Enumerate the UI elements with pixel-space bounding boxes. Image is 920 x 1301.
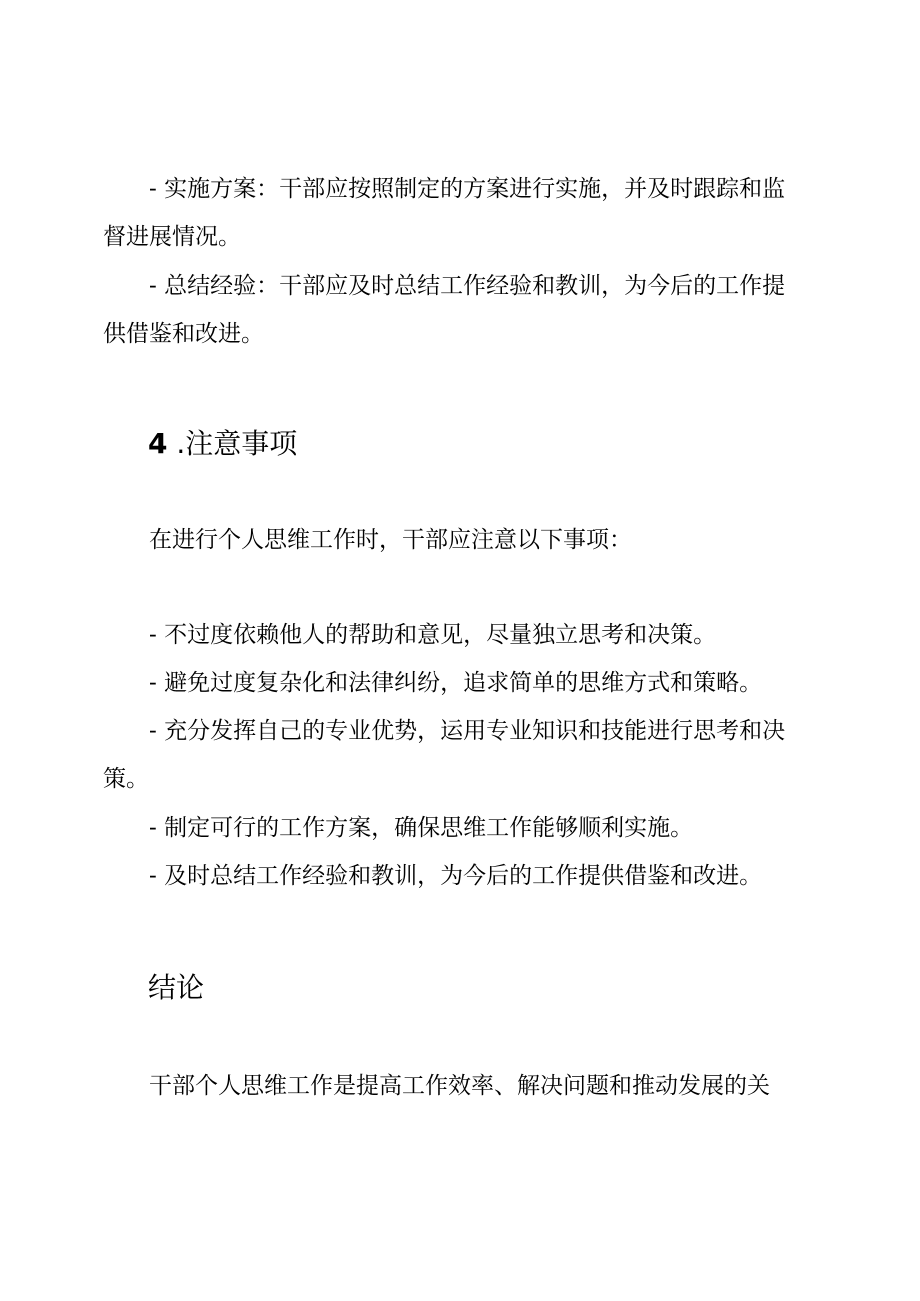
section-title: .注意事项 [176, 427, 298, 460]
list-item-feasible-plan: - 制定可行的工作方案，确保思维工作能够顺利实施。 [149, 815, 694, 841]
section-intro: 在进行个人思维工作时，干部应注意以下事项： [149, 527, 632, 553]
list-item-summarize-experience: - 总结经验：干部应及时总结工作经验和教训，为今后的工作提供借鉴和改进。 [103, 273, 786, 347]
list-item-implement-plan: - 实施方案：干部应按照制定的方案进行实施，并及时跟踪和监督进展情况。 [103, 176, 786, 250]
list-item-avoid-complexity: - 避免过度复杂化和法律纠纷，追求简单的思维方式和策略。 [149, 670, 763, 696]
section-number: 4 [148, 427, 168, 460]
list-item-independent: - 不过度依赖他人的帮助和意见，尽量独立思考和决策。 [149, 622, 717, 648]
section-heading-notes [148, 424, 297, 464]
list-item-summarize: - 及时总结工作经验和教训，为今后的工作提供借鉴和改进。 [149, 863, 763, 889]
conclusion-text: 干部个人思维工作是提高工作效率、解决问题和推动发展的关 [149, 1073, 770, 1099]
list-item-professional-advantage: - 充分发挥自己的专业优势，运用专业知识和技能进行思考和决策。 [103, 718, 786, 792]
conclusion-heading: 结论 [148, 971, 205, 1004]
